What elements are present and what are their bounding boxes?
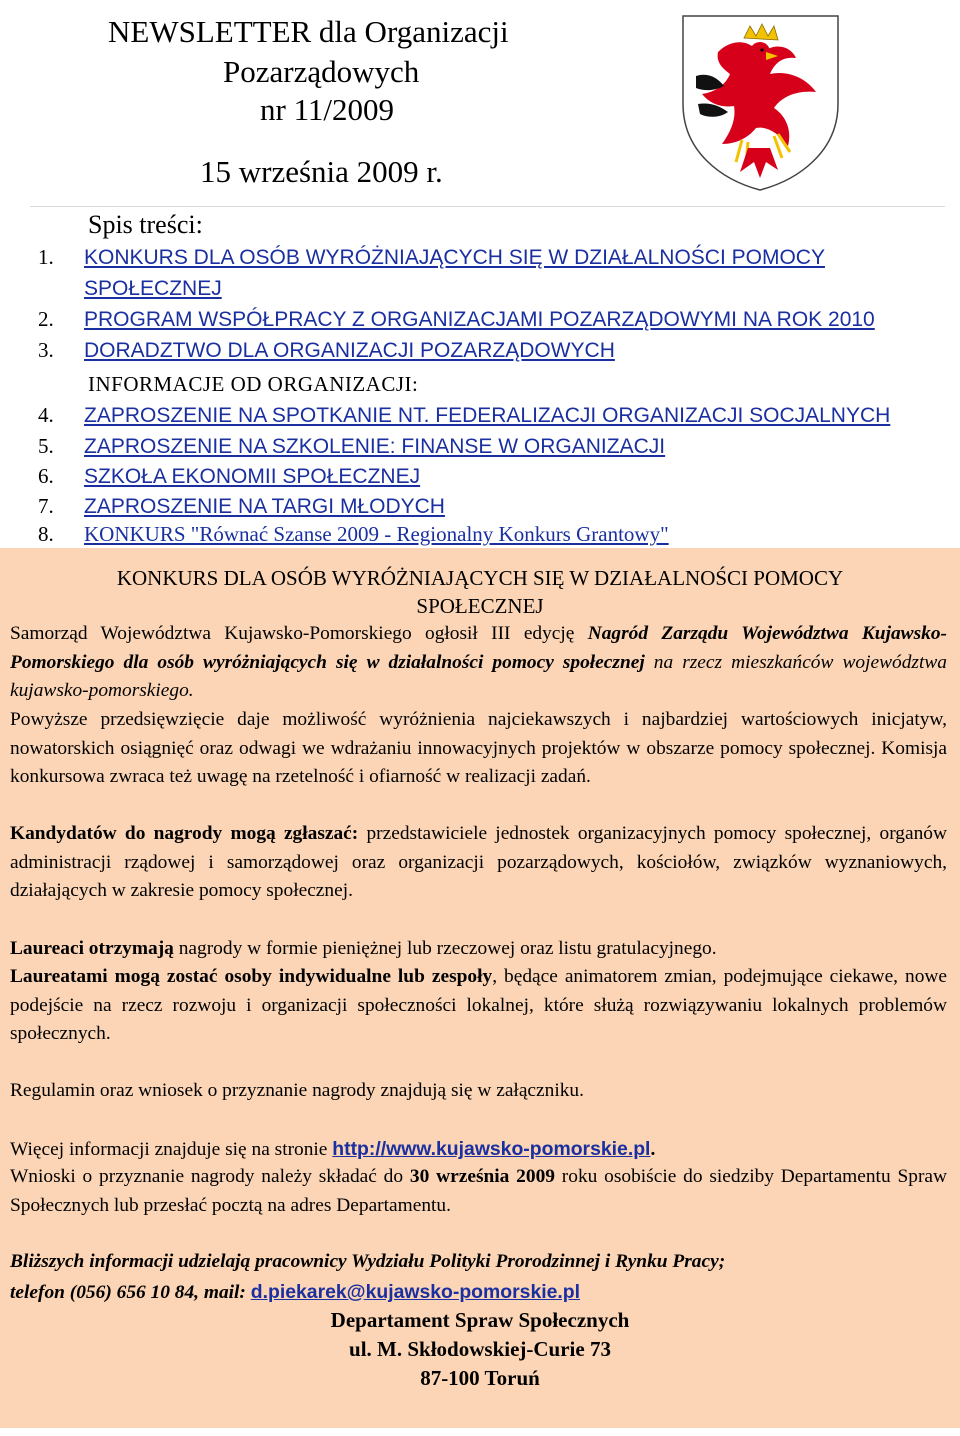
toc-link-5[interactable]: ZAPROSZENIE NA SZKOLENIE: FINANSE W ORGANIZACJI [84,435,666,458]
candidates-text: przedstawiciele jednostek organizacyjnych pomocy społecznej, organów administracji rządowej i samorządowej oraz organizacji pozarządowych, kościołów, związków wyznaniowych, działających w zakresie pomocy społecznej. [10,823,948,902]
paragraph-laureates [10,963,947,1049]
deadline-date: 30 września 2009 [409,1166,555,1187]
newsletter-title: NEWSLETTER dla Organizacji [108,14,509,49]
award-name: Nagród Zarządu Województwa Kujawsko-Pomorskiego dla osób wyróżniających się w działalności pomocy społecznej [10,623,947,673]
toc-item-number: 7. [38,494,54,518]
header-separator [30,206,945,207]
email-link[interactable]: d.piekarek@kujawsko-pomorskie.pl [250,1281,581,1303]
toc-item-number: 8. [38,522,54,546]
address-street: ul. M. Skłodowskiej-Curie 73 [349,1337,611,1361]
deadline-text: Wnioski o przyznanie nagrody należy składać do [10,1166,410,1187]
laureates-text: , będące animatorem zmian, podejmujące ciekawe, nowe podejście na rzecz rozwoju i organizacji społeczności lokalnej, które służą rozwiązywaniu lokalnych problemów społecznych. [10,966,948,1045]
toc-item-number: 5. [38,434,54,458]
toc-item-7[interactable] [38,494,445,519]
toc-item-1[interactable] [38,245,825,270]
toc-item-3[interactable] [38,338,615,363]
newsletter-date: 15 września 2009 r. [200,154,443,189]
paragraph-regulations: Regulamin oraz wniosek o przyznanie nagrody znajdują się w załączniku. [10,1080,584,1101]
intro-text: Samorząd Województwa Kujawsko-Pomorskiego ogłosił III edycję [10,623,588,644]
toc-link-4[interactable]: ZAPROSZENIE NA SPOTKANIE NT. FEDERALIZACJI ORGANIZACJI SOCJALNYCH [84,404,891,427]
toc-item-number: 4. [38,403,54,427]
toc-item-5[interactable] [38,434,665,459]
article-title-line2: SPOŁECZNEJ [416,594,544,618]
paragraph-intro [10,620,947,706]
laureates-lead: Laureatami mogą zostać osoby indywidualne lub zespoły [10,966,493,987]
toc-link-7[interactable]: ZAPROSZENIE NA TARGI MŁODYCH [84,495,445,518]
paragraph-prizes [10,935,947,964]
candidates-lead: Kandydatów do nagrody mogą zgłaszać: [10,823,359,844]
contact-info-line2 [10,1278,947,1308]
toc-title: Spis treści: [88,210,203,239]
more-info-text: Więcej informacji znajduje się na stronie [10,1139,333,1160]
deadline-tail: roku osobiście do siedziby Departamentu Spraw Społecznych lub przesłać pocztą na adres Departamentu. [10,1166,948,1216]
period: . [650,1139,656,1160]
contact-phone: telefon (056) 656 10 84, mail: [10,1282,251,1303]
contact-info-line1: Bliższych informacji udzielają pracownicy Wydziału Polityki Prorodzinnej i Rynku Pracy; [10,1251,726,1272]
toc-item-2[interactable] [38,307,875,332]
toc-link-8[interactable]: KONKURS "Równać Szanse 2009 - Regionalny Konkurs Grantowy" [84,522,669,546]
toc-link-1-cont[interactable]: SPOŁECZNEJ [84,277,222,300]
paragraph-more-info [10,1135,947,1165]
intro-tail: na rzecz mieszkańców województwa kujawsko-pomorskiego. [10,651,947,702]
toc-item-8[interactable] [38,522,669,547]
toc-link-3[interactable]: DORADZTWO DLA ORGANIZACJI POZARZĄDOWYCH [84,339,615,362]
toc-link-2[interactable]: PROGRAM WSPÓŁPRACY Z ORGANIZACJAMI POZARZĄDOWYMI NA ROK 2010 [84,308,875,331]
article-title: KONKURS DLA OSÓB WYRÓŻNIAJĄCYCH SIĘ W DZIAŁALNOŚCI POMOCY [116,566,844,590]
toc-link-6[interactable]: SZKOŁA EKONOMII SPOŁECZNEJ [84,465,421,488]
prizes-lead: Laureaci otrzymają [10,938,174,959]
toc-item-number: 6. [38,464,54,488]
prizes-text: nagrody w formie pieniężnej lub rzeczowej oraz listu gratulacyjnego. [173,938,717,959]
toc-link-1[interactable]: KONKURS DLA OSÓB WYRÓŻNIAJĄCYCH SIĘ W DZIAŁALNOŚCI POMOCY [84,246,825,269]
paragraph-deadline [10,1163,947,1220]
toc-item-number: 1. [38,245,54,269]
coat-of-arms-icon [678,12,843,192]
org-info-heading: INFORMACJE OD ORGANIZACJI: [88,372,419,396]
newsletter-issue-number: nr 11/2009 [260,92,395,127]
toc-item-4[interactable] [38,403,890,428]
paragraph-description: Powyższe przedsięwzięcie daje możliwość wyróżnienia najciekawszych i najbardziej wartościowych inicjatyw, nowatorskich osiągnięć oraz odwagi we wdrażaniu innowacyjnych projektów w obszarze pomocy społecznej. Komisja konkursowa zwraca też uwagę na rzetelność i ofiarność w realizacji zadań. [10,709,947,788]
toc-item-number: 2. [38,307,54,331]
newsletter-title-line2: Pozarządowych [223,54,420,89]
address-city: 87-100 Toruń [420,1366,540,1390]
paragraph-candidates [10,820,947,906]
toc-item-1-cont[interactable] [38,276,222,301]
website-link[interactable]: http://www.kujawsko-pomorskie.pl [332,1138,651,1160]
toc-item-6[interactable] [38,464,420,489]
toc-item-number: 3. [38,338,54,362]
address-department: Departament Spraw Społecznych [330,1308,630,1332]
